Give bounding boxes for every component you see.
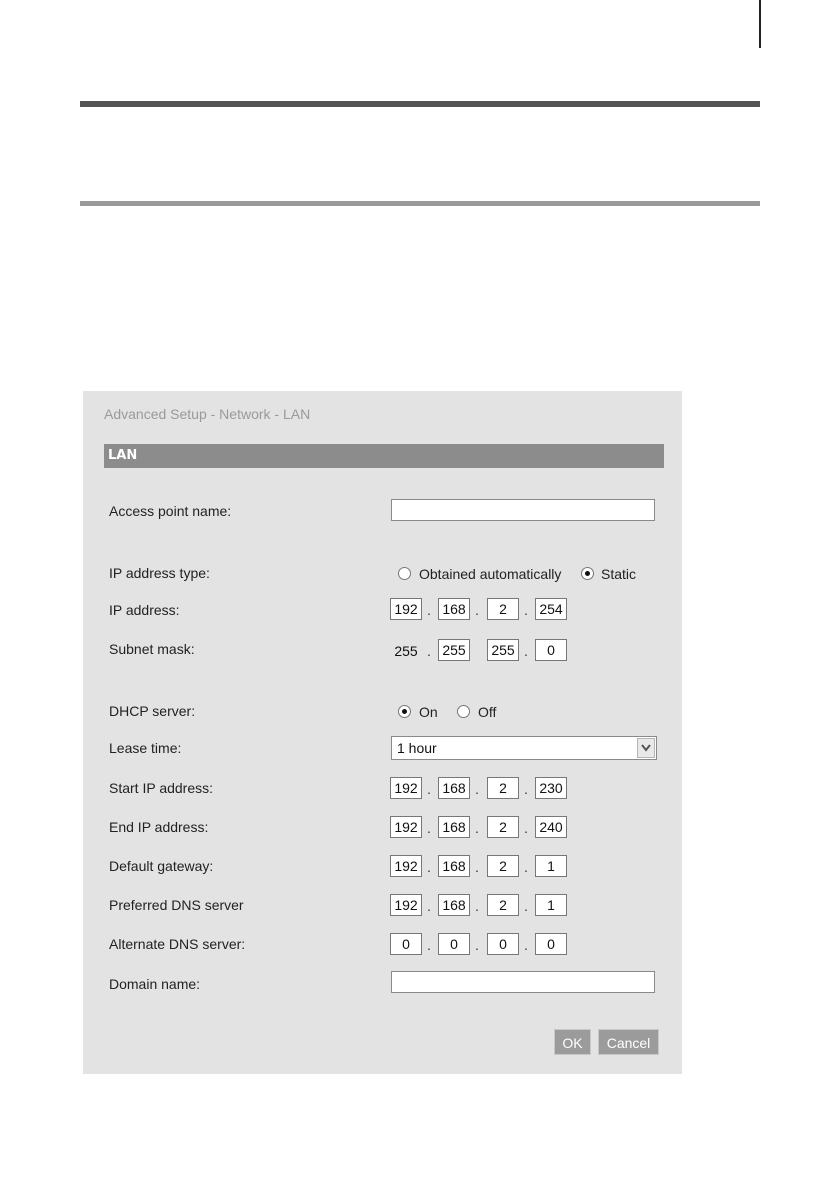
crop-mark	[759, 0, 761, 48]
lease-time-value: 1 hour	[397, 740, 437, 756]
preferred-dns-octet-4[interactable]	[535, 894, 567, 916]
section-header-lan: LAN	[104, 444, 664, 468]
end-ip-octet-3[interactable]	[487, 816, 519, 838]
ip-address-octet-1[interactable]	[390, 598, 422, 620]
subnet-mask-octet-3[interactable]	[487, 639, 519, 661]
default-gateway-octet-4[interactable]	[535, 855, 567, 877]
lease-time-select[interactable]	[391, 736, 657, 760]
start-ip-octet-4[interactable]	[535, 777, 567, 799]
subnet-mask-octet-2[interactable]	[438, 639, 470, 661]
preferred-dns-octet-3[interactable]	[487, 894, 519, 916]
octet-separator: .	[524, 602, 528, 618]
lease-time-label: Lease time:	[109, 740, 182, 756]
domain-name-input[interactable]	[391, 971, 655, 993]
start-ip-octet-1[interactable]	[390, 777, 422, 799]
access-point-name-input[interactable]	[391, 499, 655, 521]
header-rule	[80, 201, 760, 206]
octet-separator: .	[427, 859, 431, 875]
subnet-mask-octet-1: 255	[394, 643, 418, 659]
octet-separator: .	[475, 937, 479, 953]
octet-separator: .	[475, 820, 479, 836]
end-ip-octet-4[interactable]	[535, 816, 567, 838]
octet-separator: .	[427, 602, 431, 618]
default-gateway-label: Default gateway:	[109, 858, 214, 874]
octet-separator: .	[427, 820, 431, 836]
breadcrumb: Advanced Setup - Network - LAN	[104, 406, 311, 422]
subnet-mask-label: Subnet mask:	[109, 641, 195, 657]
octet-separator: .	[524, 643, 528, 659]
octet-separator: .	[475, 898, 479, 914]
start-ip-octet-3[interactable]	[487, 777, 519, 799]
octet-separator: .	[524, 820, 528, 836]
radio-label-dhcp-off[interactable]: Off	[478, 704, 497, 720]
ip-address-octet-4[interactable]	[535, 598, 567, 620]
octet-separator: .	[524, 781, 528, 797]
lan-settings-panel	[83, 391, 682, 1074]
octet-separator: .	[475, 781, 479, 797]
subnet-mask-octet-4[interactable]	[535, 639, 567, 661]
radio-label-dhcp-on[interactable]: On	[419, 704, 438, 720]
start-ip-octet-2[interactable]	[438, 777, 470, 799]
start-ip-address-label: Start IP address:	[109, 780, 214, 796]
end-ip-address-label: End IP address:	[109, 819, 209, 835]
preferred-dns-octet-1[interactable]	[390, 894, 422, 916]
octet-separator: .	[427, 937, 431, 953]
alternate-dns-octet-4[interactable]	[535, 933, 567, 955]
octet-separator: .	[524, 859, 528, 875]
ok-button[interactable]: OK	[554, 1029, 591, 1055]
alternate-dns-octet-1[interactable]	[390, 933, 422, 955]
radio-obtained-automatically[interactable]	[398, 567, 411, 580]
access-point-name-label: Access point name:	[109, 503, 232, 519]
ip-address-label: IP address:	[109, 602, 180, 618]
octet-separator: .	[427, 781, 431, 797]
ip-address-type-label: IP address type:	[109, 565, 210, 581]
end-ip-octet-1[interactable]	[390, 816, 422, 838]
preferred-dns-octet-2[interactable]	[438, 894, 470, 916]
alternate-dns-octet-2[interactable]	[438, 933, 470, 955]
cancel-button[interactable]: Cancel	[598, 1029, 659, 1055]
default-gateway-octet-3[interactable]	[487, 855, 519, 877]
end-ip-octet-2[interactable]	[438, 816, 470, 838]
octet-separator: .	[427, 898, 431, 914]
octet-separator: .	[427, 643, 431, 659]
radio-label-static[interactable]: Static	[601, 566, 637, 582]
alternate-dns-label: Alternate DNS server:	[109, 936, 246, 952]
radio-dhcp-on[interactable]	[398, 705, 411, 718]
default-gateway-octet-1[interactable]	[390, 855, 422, 877]
octet-separator: .	[524, 898, 528, 914]
octet-separator: .	[475, 602, 479, 618]
octet-separator: .	[524, 937, 528, 953]
default-gateway-octet-2[interactable]	[438, 855, 470, 877]
domain-name-label: Domain name:	[109, 976, 201, 992]
dhcp-server-label: DHCP server:	[109, 703, 196, 719]
alternate-dns-octet-3[interactable]	[487, 933, 519, 955]
radio-dhcp-off[interactable]	[457, 705, 470, 718]
octet-separator: .	[475, 859, 479, 875]
radio-label-obtained-automatically[interactable]: Obtained automatically	[419, 566, 562, 582]
radio-static[interactable]	[581, 567, 594, 580]
ip-address-octet-3[interactable]	[487, 598, 519, 620]
top-rule	[80, 101, 760, 107]
chevron-down-icon[interactable]	[637, 738, 655, 758]
preferred-dns-label: Preferred DNS server	[109, 897, 244, 913]
ip-address-octet-2[interactable]	[438, 598, 470, 620]
